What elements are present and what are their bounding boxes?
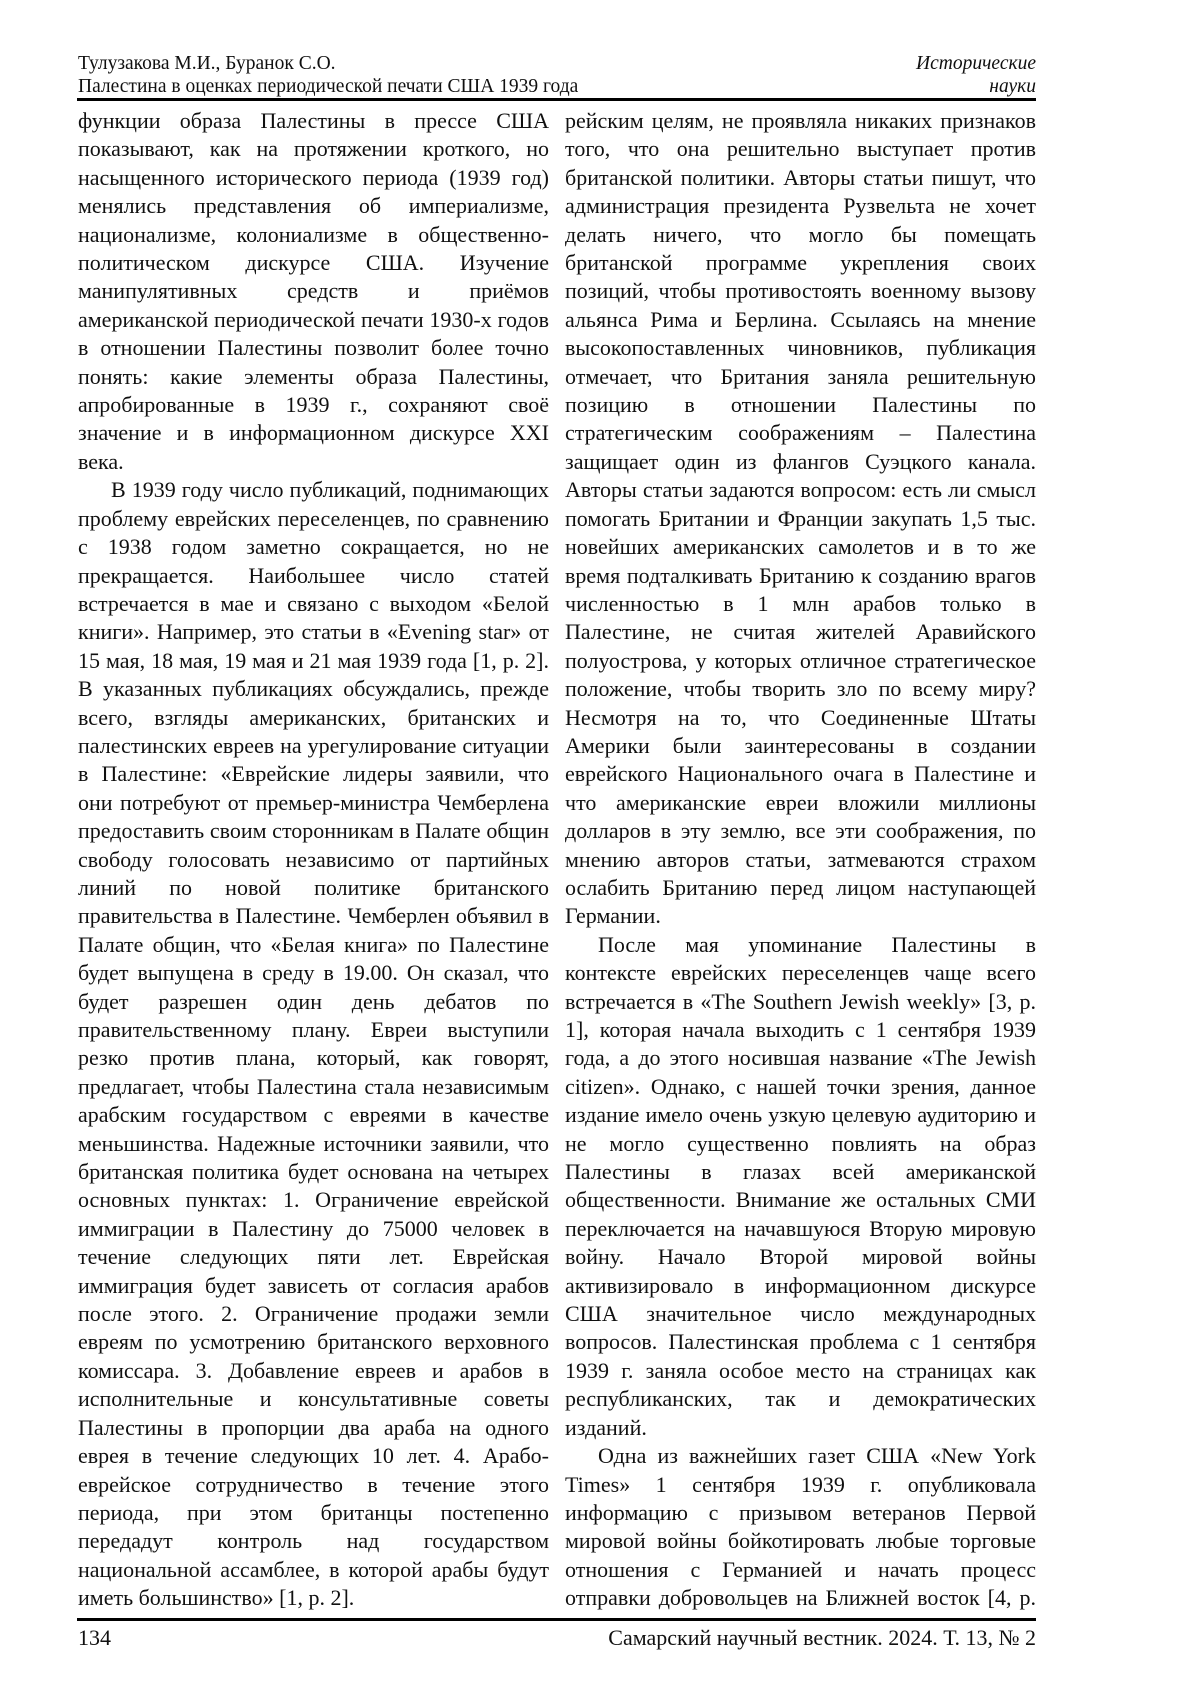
article-paragraph: После мая упоминание Палестины в контексте еврейских переселенцев чаще всего встречается в «The Southern Jewish weekly» [3, p. 1], которая начала выходить с 1 сентября 1939 года, а до этого носившая название «The Jewish citizen». Однако, с нашей точки зрения, данное издание имело очень узкую целевую аудиторию и не могло существенно повлиять на образ Палестины в глазах всей американской общественности. Внимание же остальных СМИ переключается на начавшуюся Вторую мировую войну. Начало Второй мировой войны активизировало в информационном дискурсе США значительное число международных вопросов. Палестинская проблема с 1 сентября 1939 г. заняла особое место на страницах как республиканских, так и демократических изданий.: [565, 931, 1036, 1440]
header-section-line2: науки: [989, 76, 1036, 97]
header-section-line1: Исторические: [916, 53, 1036, 74]
header-authors: Тулузакова М.И., Буранок С.О.: [78, 53, 336, 74]
left-column: [78, 107, 549, 1612]
journal-reference: Самарский научный вестник. 2024. Т. 13, № 2: [608, 1625, 1036, 1650]
article-body: [78, 107, 1036, 1612]
page-number: 134: [78, 1625, 111, 1650]
header-left-block: [78, 52, 578, 98]
header-article-title: Палестина в оценках периодической печати США 1939 года: [78, 76, 579, 97]
article-paragraph: рейским целям, не проявляла никаких признаков того, что она решительно выступает против британской политики. Авторы статьи пишут, что администрация президента Рузвельта не хочет делать ничего, что могло бы помещать британской программе укрепления своих позиций, чтобы противостоять военному вызову альянса Рима и Берлина. Ссылаясь на мнение высокопоставленных чиновников, публикация отмечает, что Британия заняла решительную позицию в отношении Палестины по стратегическим соображениям – Палестина защищает один из флангов Суэцкого канала. Авторы статьи задаются вопросом: есть ли смысл помогать Британии и Франции закупать 1,5 тыс. новейших американских самолетов и в то же время подталкивать Британию к созданию врагов численностью в 1 млн арабов только в Палестине, не считая жителей Аравийского полуострова, у которых отличное стратегическое положение, чтобы творить зло по всему миру? Несмотря на то, что Соединенные Штаты Америки были заинтересованы в создании еврейского Национального очага в Палестине и что американские евреи вложили миллионы долларов в эту землю, все эти соображения, по мнению авторов статьи, затмеваются страхом ослабить Британию перед лицом наступающей Германии.: [565, 108, 1036, 929]
page-header: [78, 52, 1036, 98]
footer-rule: [77, 1618, 1036, 1621]
page-footer: [78, 1624, 1036, 1652]
header-section-block: [916, 52, 1036, 98]
right-column: [565, 107, 1036, 1612]
header-rule: [77, 98, 1036, 101]
article-paragraph: В 1939 году число публикаций, поднимающих проблему еврейских переселенцев, по сравнению с 1938 годом заметно сокращается, но не прекращается. Наибольшее число статей встречается в мае и связано с выходом «Белой книги». Например, это статьи в «Evening star» от 15 мая, 18 мая, 19 мая и 21 мая 1939 года [1, p. 2]. В указанных публикациях обсуждались, прежде всего, взгляды американских, британских и палестинских евреев на урегулирование ситуации в Палестине: «Еврейские лидеры заявили, что они потребуют от премьер-министра Чемберлена предоставить своим сторонникам в Палате общин свободу голосовать независимо от партийных линий по новой политике британского правительства в Палестине. Чемберлен объявил в Палате общин, что «Белая книга» по Палестине будет выпущена в среду в 19.00. Он сказал, что будет разрешен один день дебатов по правительственному плану. Евреи выступили резко против плана, который, как говорят, предлагает, чтобы Палестина стала независимым арабским государством с евреями в качестве меньшинства. Надежные источники заявили, что британская политика будет основана на четырех основных пунктах: 1. Ограничение еврейской иммиграции в Палестину до 75000 человек в течение следующих пяти лет. Еврейская иммиграция будет зависеть от согласия арабов после этого. 2. Ограничение продажи земли евреям по усмотрению британского верховного комиссара. 3. Добавление евреев и арабов в исполнительные и консультативные советы Палестины в пропорции два араба на одного еврея в течение следующих 10 лет. 4. Арабо-еврейское сотрудничество в течение этого периода, при этом британцы постепенно передадут контроль над государством национальной ассамблее, в которой арабы будут иметь большинство» [1, p. 2].: [78, 477, 549, 1611]
article-paragraph: функции образа Палестины в прессе США показывают, как на протяжении кроткого, но насыщенного исторического периода (1939 год) менялись представления об империализме, национализме, колониализме в общественно-политическом дискурсе США. Изучение манипулятивных средств и приёмов американской периодической печати 1930-х годов в отношении Палестины позволит более точно понять: какие элементы образа Палестины, апробированные в 1939 г., сохраняют своё значение и в информационном дискурсе XXI века.: [78, 108, 549, 474]
article-paragraph: Одна из важнейших газет США «New York Times» 1 сентября 1939 г. опубликовала информацию с призывом ветеранов Первой мировой войны бойкотировать любые торговые отношения с Германией и начать процесс отправки добровольцев на Ближней восток [4, p.: [565, 1443, 1036, 1611]
